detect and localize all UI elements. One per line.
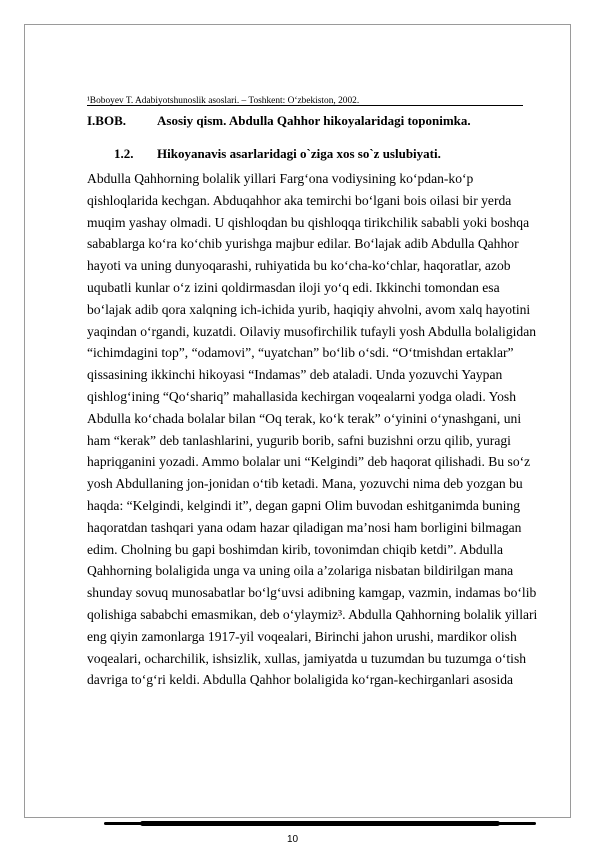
paragraph-line: qissasining ikkinchi hikoyasi “Indamas” deb ataladi. Unda yozuvchi Yaypan [87,367,503,383]
footer-rule-center [140,821,500,826]
paragraph-line: bo‘lajak adib qora xalqning ich-ichida yurib, haqiqiy ahvolni, avom xalq hayotini [87,301,531,317]
paragraph-line: haqoratdan tashqari yana odam hazar qiladigan ma’nosi ham borligini bilmagan [87,519,522,535]
paragraph-line: Abdulla ko‘chada bolalar bilan “Oq terak, ko‘k terak” o‘yinini o‘ynashgani, uni [87,410,522,426]
paragraph-line: uqubatli kunlar o‘z izini qoldirmasdan iloji yo‘q edi. Ikkinchi tomondan esa [87,279,500,295]
paragraph-line: eng qiyin zamonlarga 1917-yil voqealari, Birinchi jahon urushi, mardikor olish [87,628,517,644]
page-number: 10 [287,834,299,845]
section-number: 1.2. [114,146,134,161]
paragraph-line: edim. Cholning bu gapi boshimdan kirib, tovonimdan chiqib ketdi”. Abdulla [87,541,504,557]
paragraph-line: “ichimdagini top”, “odamovi”, “uyatchan” bo‘lib o‘sdi. “O‘tmishdan ertaklar” [87,345,514,361]
paragraph-line: voqealari, ocharchilik, ishsizlik, xullas, jamiyatda u tuzumdan bu tuzumga o‘tish [87,650,527,666]
paragraph-line: ham “kerak” deb tanlashlarini, yugurib borib, safni buzishni orzu qilib, yuragi [87,432,511,448]
footnote-separator [87,105,523,106]
paragraph-line: yaqindan o‘rgandi, kuzatdi. Oilaviy musofirchilik tufayli yosh Abdulla bolaligidan [87,323,537,339]
paragraph-line: hapriqganini yozadi. Ammo bolalar uni “Kelgindi” deb haqorat qilishadi. Bu so‘z [87,454,531,470]
paragraph-line: davriga to‘g‘ri keldi. Abdulla Qahhor bolaligida ko‘rgan-kechirganlari asosida [87,672,514,688]
paragraph-line: Abdulla Qahhorning bolalik yillari Farg‘ona vodiysining ko‘pdan-ko‘p [87,171,474,186]
paragraph-line: Qahhorning bolaligida unga va uning oila a’zolariga nisbatan bildirilgan mana [87,563,514,579]
paragraph-line: qolishiga sababchi emasmikan, deb o‘ylaymiz³. Abdulla Qahhorning bolalik yillari [87,606,538,622]
paragraph-line: haqda: “Kelgindi, kelgindi it”, degan gapni Olim buvodan eshitganimda buning [87,497,521,513]
footnote: ¹Boboyev T. Adabiyotshunoslik asoslari. – Toshkent: O‘zbekiston, 2002. [87,96,360,106]
paragraph-line: yosh Abdullaning jon-jonidan o‘tib ketadi. Mana, yozuvchi nima deb yozgan bu [87,476,523,492]
paragraph-line: shunday sovuq munosabatlar bo‘lg‘uvsi adibning kamgap, vazmin, indamas bo‘lib [87,585,537,601]
paragraph-line: sabablarga ko‘ra ko‘chib yurishga majbur edilar. Bo‘lajak adib Abdulla Qahhor [87,236,519,252]
body-paragraph [87,168,557,691]
chapter-number: I.BOB. [87,113,127,128]
paragraph-line: qishloqlarida kechgan. Abduqahhor aka temirchi bo‘lgani bois oilasi bir yerda [87,192,512,208]
section-title: Hikoyanavis asarlaridagi o`ziga xos so`z uslubiyati. [157,146,441,161]
paragraph-line: qishlog‘ining “Qo‘shariq” mahallasida kechirgan voqealarni yodga oladi. Yosh [87,388,516,404]
paragraph-line: hayoti va uning dunyoqarashi, ruhiyatida bu ko‘cha-ko‘chlar, haqoratlar, azob [87,258,511,274]
paragraph-line: muqim yashay olmadi. U qishloqdan bu qishloqqa tirikchilik sababli yoki boshqa [87,214,530,230]
chapter-title: Asosiy qism. Abdulla Qahhor hikoyalaridagi toponimka. [157,113,471,128]
